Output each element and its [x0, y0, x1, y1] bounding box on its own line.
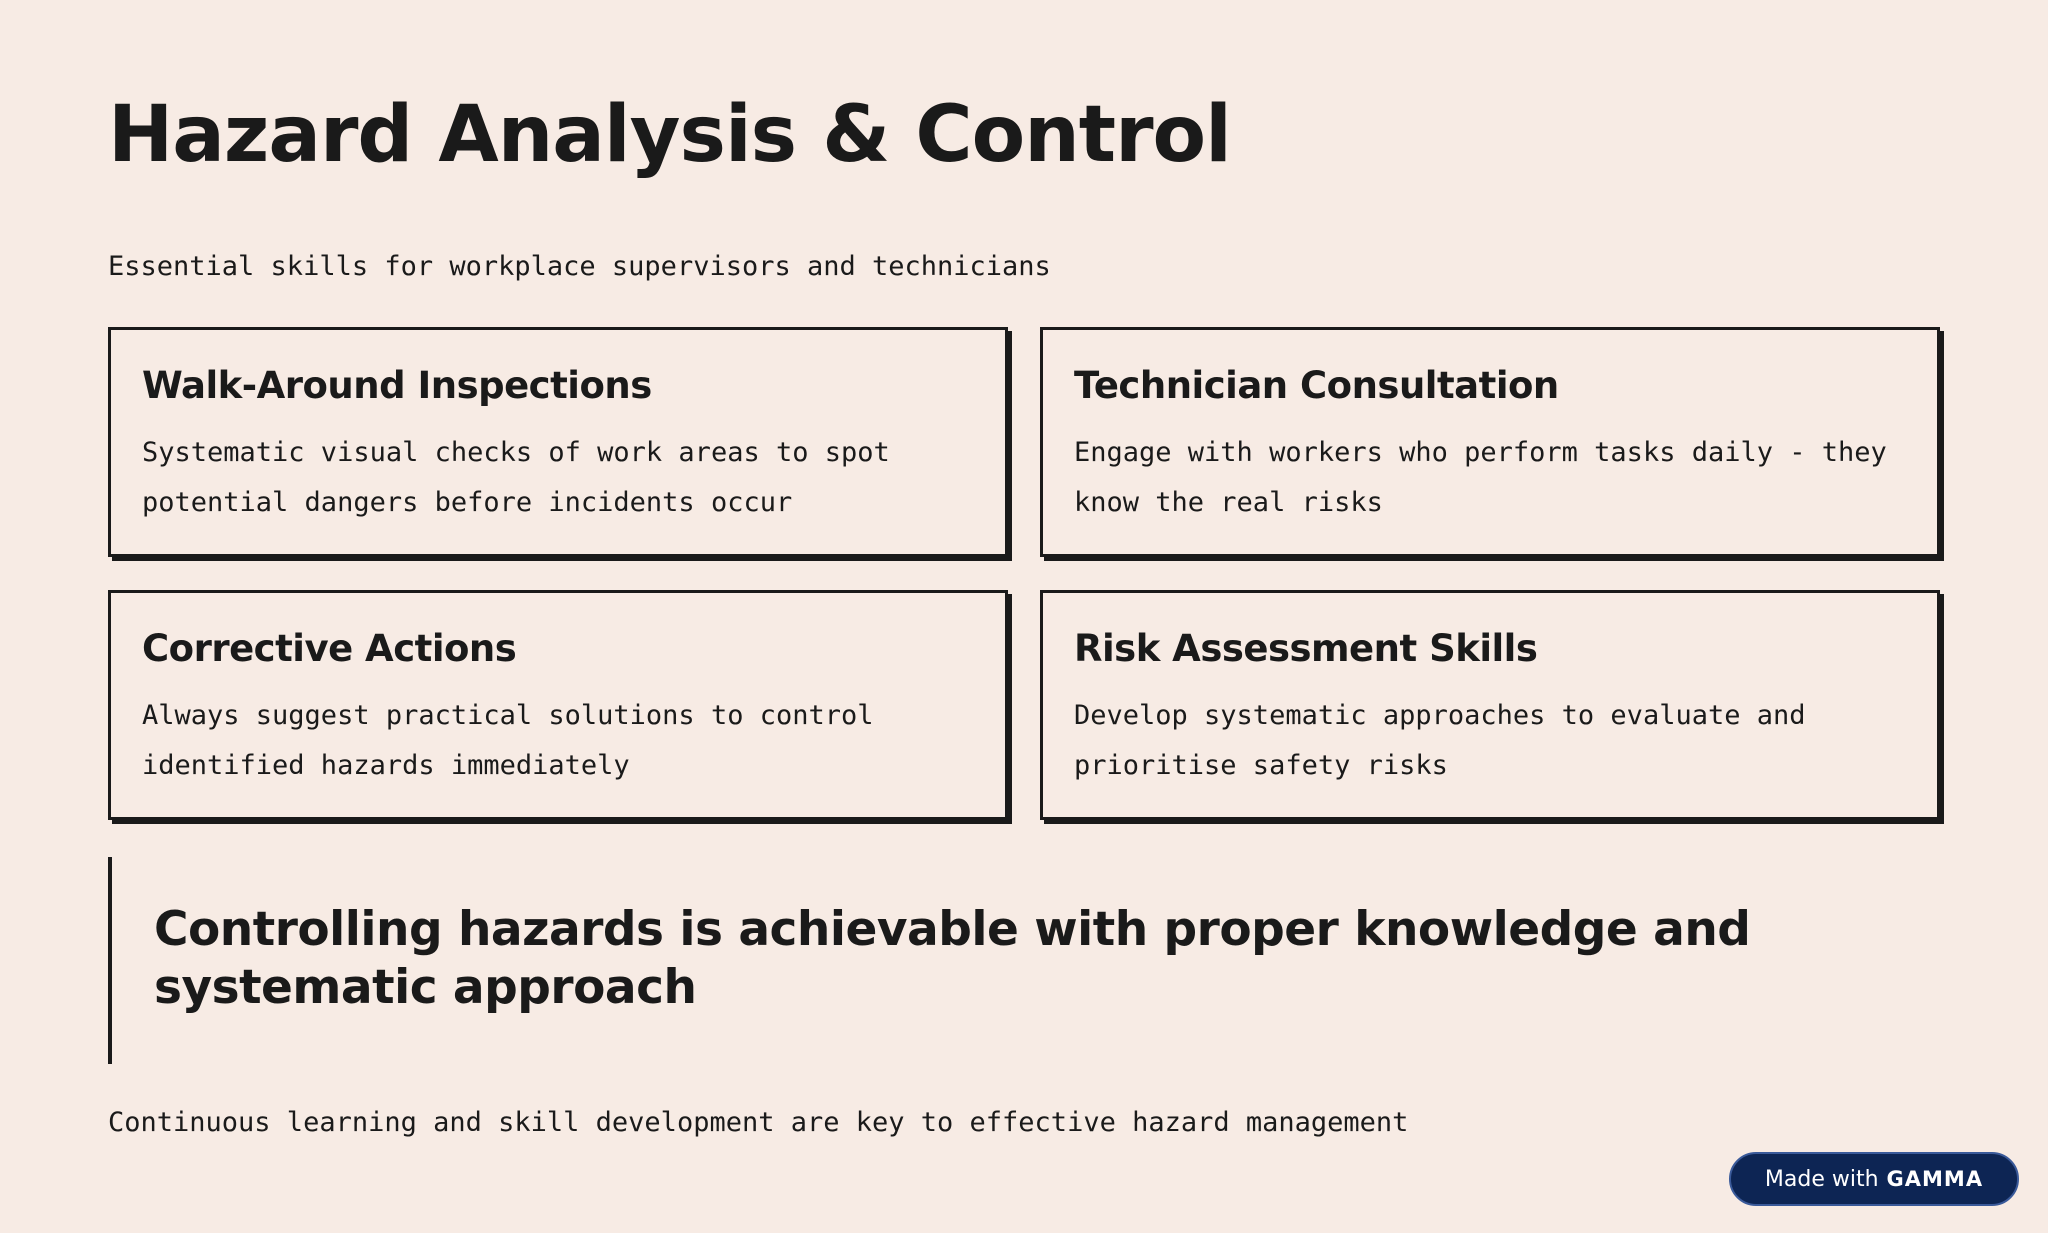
quote-text: Controlling hazards is achievable with proper knowledge and systematic approach: [154, 902, 1751, 1015]
gamma-logo: GAMMA: [1886, 1167, 1984, 1191]
card-description: Systematic visual checks of work areas to spot potential dangers before incidents occur: [142, 437, 890, 518]
card-title: Risk Assessment Skills: [1074, 627, 1538, 670]
card-title: Corrective Actions: [142, 627, 517, 670]
made-with-gamma-badge[interactable]: [1729, 1152, 2019, 1206]
badge-label: Made with: [1764, 1166, 1879, 1192]
page-subtitle: Essential skills for workplace supervisors and technicians: [108, 251, 1051, 282]
page-title: Hazard Analysis & Control: [108, 90, 1231, 180]
card-description: Always suggest practical solutions to control identified hazards immediately: [142, 700, 874, 781]
card-title: Technician Consultation: [1074, 364, 1559, 407]
closing-statement: Continuous learning and skill development are key to effective hazard management: [108, 1107, 1409, 1138]
card-description: Develop systematic approaches to evaluate and prioritise safety risks: [1074, 700, 1806, 781]
card-description: Engage with workers who perform tasks daily - they know the real risks: [1074, 437, 1887, 518]
card-title: Walk-Around Inspections: [142, 364, 652, 407]
card-corrective-actions: [108, 590, 1008, 820]
card-technician-consultation: [1040, 327, 1940, 557]
card-risk-assessment-skills: [1040, 590, 1940, 820]
key-takeaway-quote: [108, 857, 1808, 1064]
card-walk-around-inspections: [108, 327, 1008, 557]
